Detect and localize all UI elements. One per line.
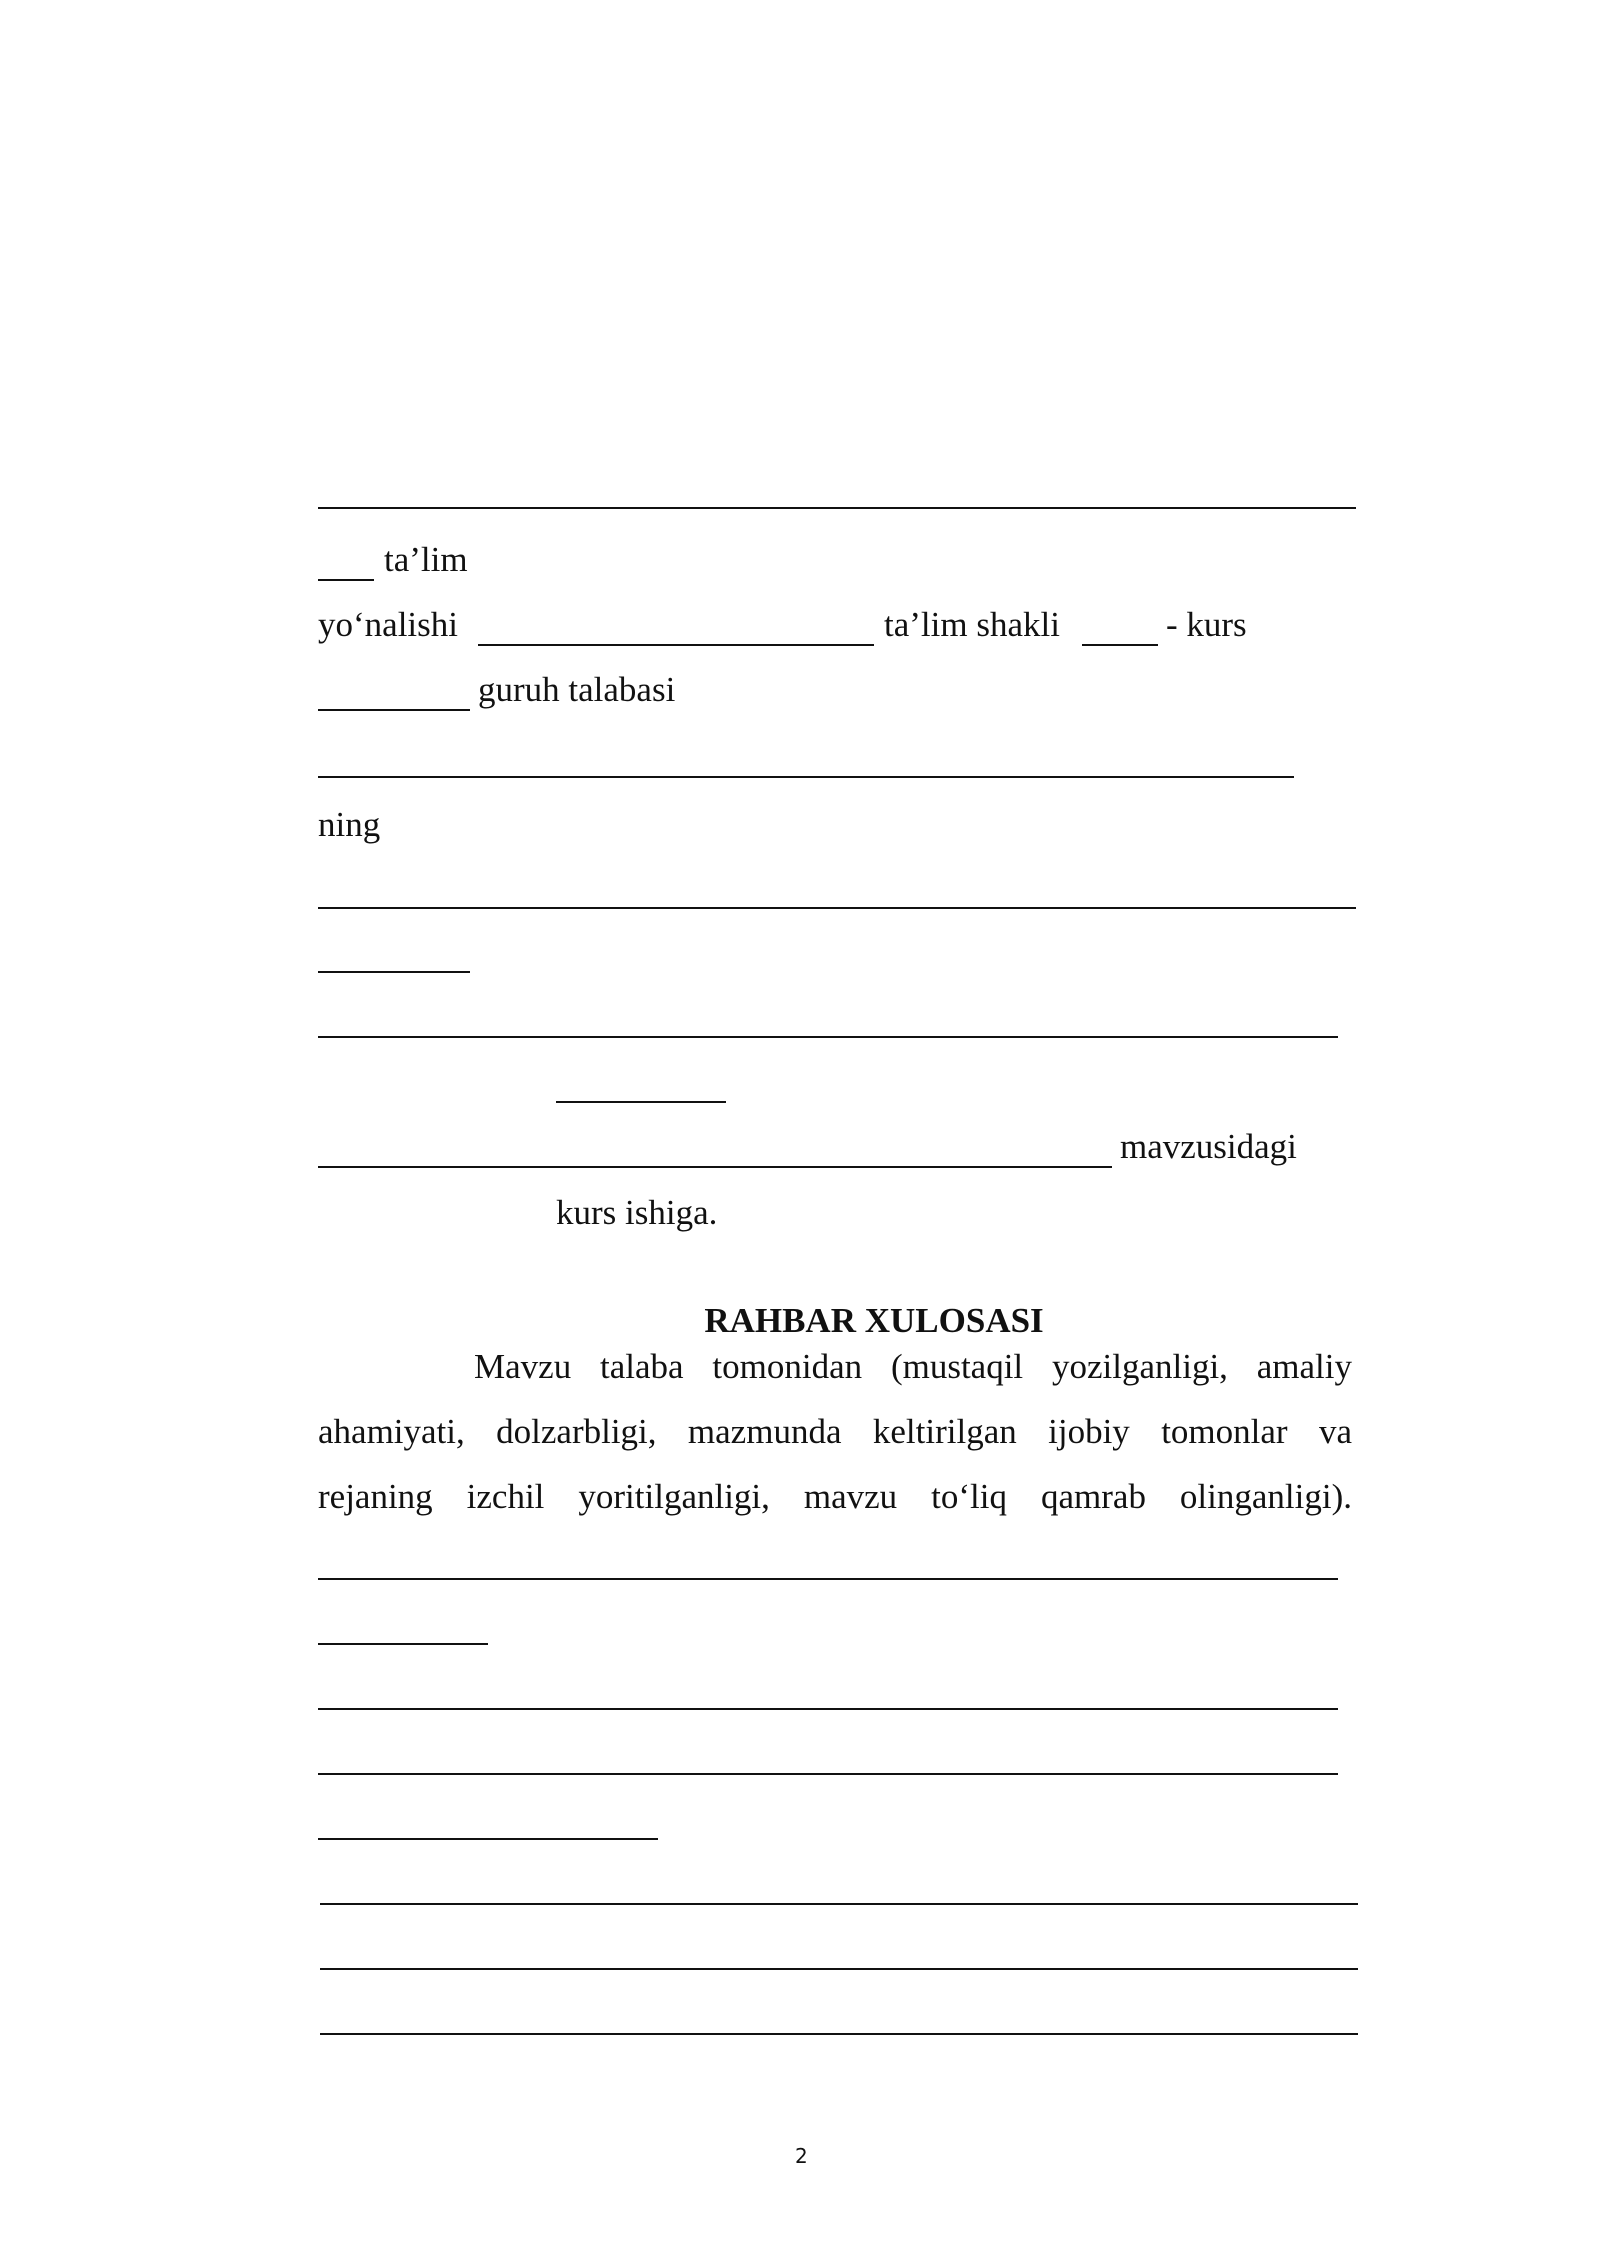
page-number: 2 bbox=[795, 2144, 808, 2168]
conclusion-line-2: ahamiyati, dolzarbligi, mazmunda keltirilgan ijobiy tomonlar va bbox=[318, 1412, 1352, 1451]
conclusion-line-3: rejaning izchil yoritilganligi, mavzu to‘liq qamrab olinganligi). bbox=[318, 1477, 1352, 1516]
talim-label: ta’lim bbox=[384, 540, 468, 579]
blank-line-topic-1 bbox=[318, 907, 1356, 909]
blank-line-conclusion-1 bbox=[318, 1578, 1338, 1580]
blank-line-institute bbox=[318, 507, 1356, 509]
blank-line-topic-3 bbox=[318, 1166, 1112, 1168]
blank-line-conclusion-6 bbox=[320, 2033, 1358, 2035]
blank-line-topic-1b bbox=[318, 971, 470, 973]
mavzusidagi-label: mavzusidagi bbox=[1120, 1127, 1297, 1166]
blank-line-conclusion-4 bbox=[320, 1903, 1358, 1905]
guruh-label: guruh talabasi bbox=[478, 670, 676, 709]
blank-line-conclusion-3 bbox=[318, 1773, 1338, 1775]
blank-line-guruh bbox=[318, 709, 470, 711]
kurs-label: - kurs bbox=[1166, 605, 1247, 644]
blank-line-talim-short bbox=[318, 579, 374, 581]
conclusion-line-1: Mavzu talaba tomonidan (mustaqil yozilganligi, amaliy bbox=[474, 1347, 1352, 1386]
blank-line-yonalishi bbox=[478, 644, 874, 646]
ning-label: ning bbox=[318, 805, 381, 844]
conclusion-title: RAHBAR XULOSASI bbox=[704, 1301, 1044, 1340]
kurs-ishiga-label: kurs ishiga. bbox=[556, 1193, 718, 1232]
blank-line-kurs bbox=[1082, 644, 1158, 646]
blank-line-topic-2b bbox=[556, 1101, 726, 1103]
blank-line-student-name bbox=[318, 776, 1294, 778]
talim-shakli-label: ta’lim shakli bbox=[884, 605, 1060, 644]
blank-line-conclusion-3b bbox=[318, 1838, 658, 1840]
blank-line-conclusion-1b bbox=[318, 1643, 488, 1645]
blank-line-conclusion-5 bbox=[320, 1968, 1358, 1970]
blank-line-conclusion-2 bbox=[318, 1708, 1338, 1710]
yonalishi-label: yo‘nalishi bbox=[318, 605, 458, 644]
blank-line-topic-2 bbox=[318, 1036, 1338, 1038]
